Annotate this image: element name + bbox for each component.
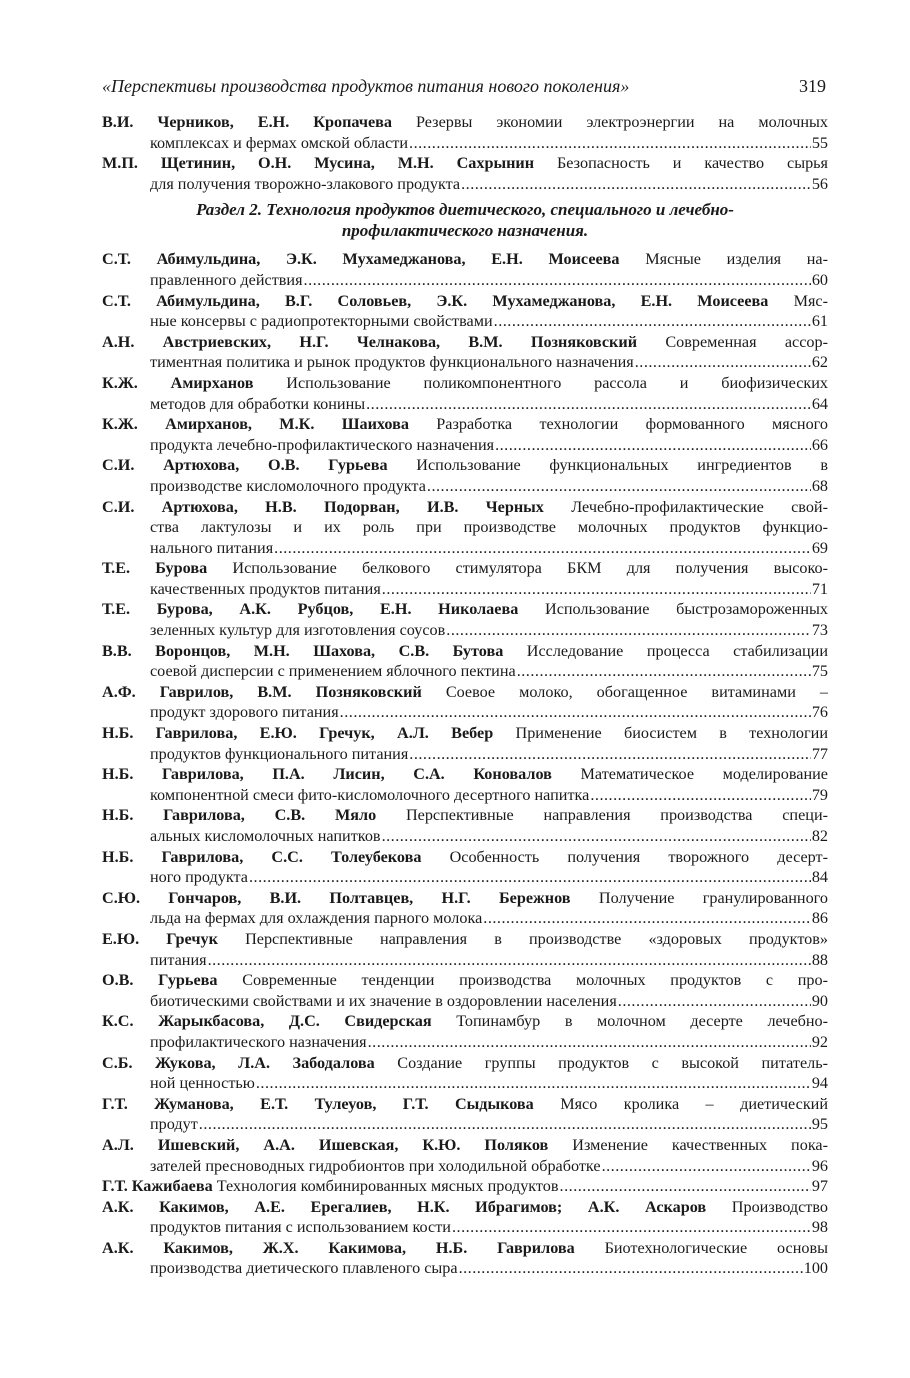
toc-entry [102,332,828,373]
leader-dots [494,311,811,332]
toc-entry [102,1238,828,1279]
toc-entry [102,373,828,414]
page-number: 319 [799,76,826,96]
toc-entry-last-line [102,661,828,682]
toc-entry-middle-line: ства лактулозы и их роль при производстве молочных продуктов функцио- [150,518,828,537]
toc-entry-last-line [102,950,828,971]
toc-entry-last-line [102,1258,828,1279]
toc-entry-page: 60 [811,270,828,289]
toc-entry-first-line [102,455,828,476]
leader-dots [409,133,811,154]
section-heading-line-2: профилактического назначения. [341,221,589,241]
toc-entry-continuation: методов для обработки конины [150,394,366,413]
leader-dots [208,950,811,971]
toc-entry-authors: А.К. Какимов, А.Е. Ерегалиев, Н.К. Ибрагимов; А.К. Аскаров [102,1197,707,1216]
toc-entry-continuation: профилактического назначения [150,1032,367,1051]
toc-entry-title: Биотехнологические основы [604,1238,828,1257]
toc-entry-title: Мясо кролика – диетический [560,1094,829,1113]
toc-entry-continuation: зеленных культур для изготовления соусов [150,621,446,640]
toc-entry-first-line [102,332,828,353]
toc-entry-first-line [102,373,828,394]
toc-entry-last-line [102,1217,828,1238]
toc-entry-continuation: комплексах и фермах омской области [150,133,409,152]
toc-entry [102,1053,828,1094]
toc-entry-continuation: компонентной смеси фито-кисломолочного десертного напитка [150,785,590,804]
toc-entry-last-line [102,435,828,456]
toc-entry-last-line [102,1073,828,1094]
toc-entry-title: Применение биосистем в технологии [515,724,828,743]
toc-entry-page: 98 [811,1218,828,1237]
toc-entry-page: 61 [811,312,828,331]
toc-entry-authors: К.Ж. Амирханов, М.К. Шаихова [102,415,409,434]
toc-entry-continuation: продуктов функционального питания [150,744,409,763]
leader-dots [446,620,811,641]
toc-list [102,249,828,1279]
leader-dots [461,174,811,195]
toc-entry-title: Использование быстрозамороженных [545,600,829,619]
leader-dots [618,991,811,1012]
toc-entry-page: 62 [811,353,828,372]
toc-entry-first-line [102,888,828,909]
toc-entry-title: Топинамбур в молочном десерте лечебно- [456,1012,829,1031]
toc-entry-authors: С.Б. Жукова, Л.А. Забодалова [102,1053,375,1072]
toc-entry-title: Получение гранулированного [598,888,829,907]
toc-entry-authors: К.Ж. Амирханов [102,373,254,392]
toc-entry-first-line [102,112,828,133]
toc-entry-title: Использование поликомпонентного рассола и биофизических [286,373,828,392]
toc-entry-first-line [102,599,828,620]
toc-entry-page: 95 [811,1115,828,1134]
leader-dots [590,785,810,806]
toc-entry [102,249,828,290]
toc-entry-last-line [102,908,828,929]
toc-entry-first-line [102,558,828,579]
toc-entry-authors: Н.Б. Гаврилова, С.В. Мяло [102,806,377,825]
toc-entry-last-line [102,785,828,806]
toc-entry-page: 96 [811,1156,828,1175]
toc-entry-last-line [102,826,828,847]
toc-entry-continuation: питания [150,950,207,969]
leader-dots [249,867,811,888]
toc-entry-first-line [102,929,828,950]
toc-entry-first-line [102,682,828,703]
toc-entry [102,153,828,194]
toc-entry-text [102,1176,559,1197]
toc-entry-authors: С.Ю. Гончаров, В.И. Полтавцев, Н.Г. Бережнов [102,888,571,907]
toc-entry [102,1094,828,1135]
leader-dots [635,352,811,373]
toc-entry [102,599,828,640]
toc-entry [102,291,828,332]
toc-entry-continuation: ные консервы с радиопротекторными свойствами [150,312,493,331]
toc-entry-last-line [102,352,828,373]
toc-entry-authors: А.К. Какимов, Ж.Х. Какимова, Н.Б. Гаврилова [102,1238,575,1257]
toc-entry-first-line [102,414,828,435]
section-heading [102,199,828,241]
toc-entry-last-line [102,270,828,291]
toc-entry-title: Соевое молоко, обогащенное витаминами – [445,682,828,701]
leader-dots [517,661,811,682]
toc-entry-continuation: правленного действия [150,270,303,289]
toc-entry-continuation: производстве кисломолочного продукта [150,476,426,495]
toc-entry-last-line [102,1156,828,1177]
toc-entry-title: Перспективные направления производства специ- [405,806,828,825]
toc-entry-first-line [102,1053,828,1074]
toc-entry-first-line [102,153,828,174]
toc-entry-page: 77 [811,744,828,763]
toc-entry-last-line [102,133,828,154]
toc-entry-first-line [102,1094,828,1115]
leader-dots [560,1176,811,1197]
toc-entry-first-line [102,970,828,991]
leader-dots [495,435,811,456]
toc-entry-last-line [102,174,828,195]
toc-entry-page: 100 [803,1259,828,1278]
toc-entry-page: 92 [811,1032,828,1051]
toc-entry-continuation: ного продукта [150,868,248,887]
toc-entry [102,497,828,559]
toc-entry-first-line [102,291,828,312]
toc-entry [102,1135,828,1176]
toc-entry-page: 76 [811,703,828,722]
toc-entry [102,112,828,153]
leader-dots [382,826,811,847]
toc-entry-first-line [102,1238,828,1259]
toc-entry-title: Современная ассор- [665,332,828,351]
toc-entry-authors: Н.Б. Гаврилова, П.А. Лисин, С.А. Коновалов [102,765,552,784]
toc-entry-first-line [102,1011,828,1032]
leader-dots [382,579,811,600]
toc-entry [102,929,828,970]
toc-entry-page: 86 [811,909,828,928]
toc-entry-authors: М.П. Щетинин, О.Н. Мусина, М.Н. Сахрынин [102,154,535,173]
toc-entry [102,764,828,805]
toc-entry [102,723,828,764]
toc-entry-title: Безопасность и качество сырья [557,154,829,173]
toc-entry-last-line [102,476,828,497]
toc-entry [102,682,828,723]
toc-entry-last-line [102,1032,828,1053]
toc-entry-page: 55 [811,133,828,152]
toc-entry-first-line [102,1135,828,1156]
toc-entry-continuation: продукт здорового питания [150,703,339,722]
toc-entry-last-line [102,579,828,600]
toc-entry-last-line [102,620,828,641]
toc-entry-first-line [102,249,828,270]
toc-entry-last-line [102,702,828,723]
toc-before-section [102,112,828,194]
leader-dots [366,394,811,415]
toc-entry-continuation: тиментная политика и рынок продуктов функционального назначения [150,353,634,372]
toc-entry-continuation: нального питания [150,538,274,557]
leader-dots [602,1156,811,1177]
page [102,76,828,1279]
toc-entry [102,970,828,1011]
toc-entry-first-line [102,1197,828,1218]
toc-entry-line [102,1176,828,1197]
toc-entry-first-line [102,641,828,662]
toc-entry-authors: Н.Б. Гаврилова, Е.Ю. Гречук, А.Л. Вебер [102,724,494,743]
toc-entry-title: Технология комбинированных мясных продуктов [216,1177,559,1196]
leader-dots [274,538,811,559]
toc-entry-authors: С.Т. Абимульдина, Э.К. Мухамеджанова, Е.Н. Моисеева [102,250,620,269]
toc-entry [102,1197,828,1238]
toc-entry-first-line [102,847,828,868]
toc-entry [102,558,828,599]
toc-entry [102,805,828,846]
leader-dots [427,476,811,497]
toc-entry-title: Разработка технологии формованного мясного [436,415,828,434]
leader-dots [340,702,811,723]
toc-entry-authors: Г.Т. Кажибаева [102,1177,213,1196]
toc-entry-first-line [102,497,828,518]
running-header-title: «Перспективы производства продуктов питания нового поколения» [102,76,630,96]
toc-entry-authors: К.С. Жарыкбасова, Д.С. Свидерская [102,1012,432,1031]
toc-entry-continuation: качественных продуктов питания [150,579,381,598]
toc-entry-first-line [102,764,828,785]
toc-entry-title: Использование функциональных ингредиентов в [416,456,829,475]
toc-entry-last-line [102,991,828,1012]
toc-entry-continuation: биотическими свойствами и их значение в оздоровлении населения [150,991,617,1010]
toc-entry-page: 79 [811,785,828,804]
toc-entry-authors: О.В. Гурьева [102,971,218,990]
toc-entry-last-line [102,538,828,559]
toc-entry-page: 64 [811,394,828,413]
toc-entry-authors: А.Л. Ишевский, А.А. Ишевская, К.Ю. Поляков [102,1135,549,1154]
toc-entry-continuation: ной ценностью [150,1074,255,1093]
toc-entry [102,1011,828,1052]
toc-entry-authors: А.Н. Австриевских, Н.Г. Челнакова, В.М. Позняковский [102,332,638,351]
toc-entry-authors: С.И. Артюхова, Н.В. Подорван, И.В. Черных [102,497,544,516]
toc-entry-page: 75 [811,662,828,681]
toc-entry [102,455,828,496]
toc-entry [102,1176,828,1197]
toc-entry-page: 84 [811,868,828,887]
toc-entry [102,847,828,888]
toc-entry-last-line [102,311,828,332]
toc-entry-title: Особенность получения творожного десерт- [449,847,828,866]
leader-dots [459,1258,803,1279]
toc-entry-authors: С.И. Артюхова, О.В. Гурьева [102,456,388,475]
toc-entry-page: 90 [811,991,828,1010]
toc-entry-authors: Е.Ю. Гречук [102,929,218,948]
toc-entry-authors: В.В. Воронцов, М.Н. Шахова, С.В. Бутова [102,641,504,660]
toc-entry-authors: Т.Е. Бурова [102,559,208,578]
leader-dots [452,1217,811,1238]
toc-entry-authors: Н.Б. Гаврилова, С.С. Толеубекова [102,847,422,866]
toc-entry-title: Математическое моделирование [580,765,828,784]
toc-entry-title: Мясные изделия на- [645,250,828,269]
toc-entry-authors: С.Т. Абимульдина, В.Г. Соловьев, Э.К. Мухамеджанова, Е.Н. Моисеева [102,291,769,310]
toc-entry-title: Изменение качественных пока- [572,1135,829,1154]
toc-entry-title: Резервы экономии электроэнергии на молочных [416,113,828,131]
toc-entry-continuation: льда на фермах для охлаждения парного молока [150,909,483,928]
toc-entry-continuation: продуктов питания с использованием кости [150,1218,451,1237]
toc-entry-continuation: для получения творожно-злакового продукта [150,174,461,193]
toc-entry-authors: Г.Т. Жуманова, Е.Т. Тулеуов, Г.Т. Сыдыкова [102,1094,534,1113]
toc-entry-page: 97 [811,1177,828,1196]
toc-entry [102,641,828,682]
leader-dots [304,270,811,291]
running-header [102,76,828,112]
toc-entry-page: 56 [811,174,828,193]
leader-dots [368,1032,811,1053]
toc-entry-page: 94 [811,1074,828,1093]
toc-entry-title: Производство [731,1197,828,1216]
toc-entry-page: 71 [811,579,828,598]
leader-dots [409,744,811,765]
toc-entry-title: Использование белкового стимулятора БКМ для получения высоко- [232,559,828,578]
toc-entry-continuation: зателей пресноводных гидробионтов при холодильной обработке [150,1156,601,1175]
toc-entry-page: 68 [811,476,828,495]
section-heading-line-1: Раздел 2. Технология продуктов диетического, специального и лечебно- [196,200,734,220]
toc-entry-continuation: продукта лечебно-профилактического назначения [150,435,495,454]
toc-entry-first-line [102,723,828,744]
toc-entry-continuation: продут [150,1115,198,1134]
toc-entry-title: Мяс- [793,291,829,310]
toc-entry [102,414,828,455]
toc-entry-page: 82 [811,827,828,845]
toc-entry-continuation: производства диетического плавленого сыра [150,1259,458,1278]
toc-entry-page: 69 [811,538,828,557]
toc-entry-continuation: альных кисломолочных напитков [150,827,381,845]
leader-dots [256,1073,811,1094]
toc-entry-title: Исследование процесса стабилизации [526,641,828,660]
toc-entry [102,888,828,929]
toc-entry-page: 88 [811,950,828,969]
toc-entry-authors: А.Ф. Гаврилов, В.М. Позняковский [102,682,422,701]
toc-entry-page: 73 [811,621,828,640]
toc-entry-title: Создание группы продуктов с высокой питатель- [397,1053,828,1072]
toc-entry-last-line [102,1114,828,1135]
toc-entry-last-line [102,394,828,415]
toc-entry-title: Современные тенденции производства молочных продуктов с про- [242,971,829,990]
leader-dots [483,908,811,929]
toc-entry-authors: Т.Е. Бурова, А.К. Рубцов, Е.Н. Николаева [102,600,519,619]
toc-entry-continuation: соевой дисперсии с применением яблочного пектина [150,662,516,681]
toc-entry-last-line [102,744,828,765]
toc-entry-title: Перспективные направления в производстве «здоровых продуктов» [245,929,829,948]
toc-entry-title: Лечебно-профилактические свой- [571,497,828,516]
leader-dots [199,1114,811,1135]
toc-entry-page: 66 [811,435,828,454]
toc-entry-authors: В.И. Черников, Е.Н. Кропачева [102,113,392,131]
toc-entry-first-line [102,805,828,826]
toc-entry-last-line [102,867,828,888]
